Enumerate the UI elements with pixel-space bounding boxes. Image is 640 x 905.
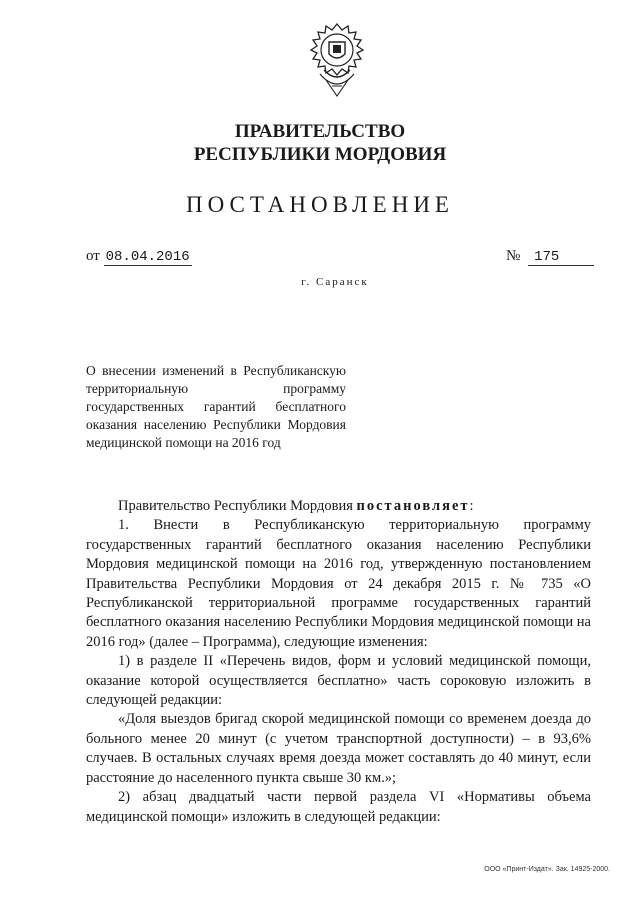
date-prefix: от xyxy=(86,248,100,264)
coat-of-arms-icon xyxy=(302,22,372,100)
document-date: 08.04.2016 xyxy=(105,249,190,265)
paragraph-1: 1. Внести в Республиканскую территориальную программу государственных гарантий бесплатного оказания населению Республики Мордовия медицинской помощи на 2016 год, утвержденную постановлением Правительства Республики Мордовия от 24 декабря 2015 г. № 735 «О Республиканской территориальной программе государственных гарантий бесплатного оказания населению Республики Мордовия медицинской помощи на 2016 год» (далее – Программа), следующие изменения: xyxy=(86,517,591,650)
document-body xyxy=(86,497,591,827)
number-line xyxy=(506,248,594,266)
paragraph-4: 2) абзац двадцатый части первой раздела VI «Нормативы объема медицинской помощи» изложить в следующей редакции: xyxy=(86,789,591,825)
government-line-1: ПРАВИТЕЛЬСТВО xyxy=(234,121,406,142)
city-label: г. Саранск xyxy=(301,276,369,288)
intro-spaced-word: постановляет xyxy=(356,498,470,514)
intro-paragraph xyxy=(86,497,591,516)
number-prefix: № xyxy=(506,248,521,264)
document-subject: О внесении изменений в Республиканскую территориальную программу государственных гарантий бесплатного оказания населению Республики Мордовия медицинской помощи на 2016 год xyxy=(86,363,346,450)
paragraph-2: 1) в разделе II «Перечень видов, форм и условий медицинской помощи, оказание которой осуществляется бесплатно» часть сороковую изложить в следующей редакции: xyxy=(86,653,591,709)
government-line-2: РЕСПУБЛИКИ МОРДОВИЯ xyxy=(193,144,447,165)
printer-imprint: ООО «Принт-Издат». Зак. 14925-2000. xyxy=(484,866,610,873)
document-type-title: ПОСТАНОВЛЕНИЕ xyxy=(186,192,454,217)
document-number: 175 xyxy=(528,249,594,266)
intro-text: Правительство Республики Мордовия xyxy=(118,498,353,514)
paragraph-3: «Доля выездов бригад скорой медицинской помощи со временем доезда до больного менее 20 минут (с учетом транспортной доступности) – в 93,6% случаев. В остальных случаях время доезда может составлять до 40 минут, если расстояние до населенного пункта свыше 30 км.»; xyxy=(86,711,591,786)
intro-end: : xyxy=(469,498,474,514)
government-name xyxy=(0,120,640,166)
date-line xyxy=(86,248,192,265)
